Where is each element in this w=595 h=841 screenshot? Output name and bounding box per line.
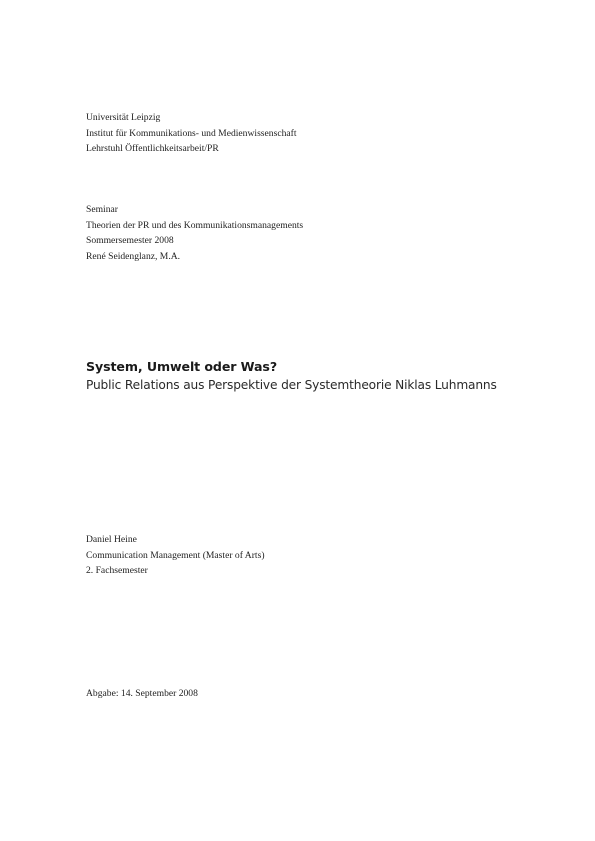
seminar-block — [86, 202, 303, 264]
institution-block — [86, 110, 297, 157]
document-title: System, Umwelt oder Was? — [86, 359, 278, 374]
submission-date: Abgabe: 14. September 2008 — [86, 688, 198, 699]
seminar-lecturer: René Seidenglanz, M.A. — [86, 250, 181, 262]
title-block — [86, 358, 497, 394]
author-block — [86, 532, 265, 579]
institute-name: Institut für Kommunikations- und Medienwissenschaft — [86, 127, 297, 139]
seminar-label: Seminar — [86, 204, 118, 215]
chair-name: Lehrstuhl Öffentlichkeitsarbeit/PR — [86, 143, 219, 155]
author-program: Communication Management (Master of Arts) — [86, 549, 265, 561]
submission-block — [86, 686, 198, 702]
university-name: Universität Leipzig — [86, 112, 161, 123]
document-subtitle: Public Relations aus Perspektive der Systemtheorie Niklas Luhmanns — [86, 378, 497, 392]
author-term: 2. Fachsemester — [86, 565, 148, 577]
author-name: Daniel Heine — [86, 534, 137, 545]
seminar-semester: Sommersemester 2008 — [86, 235, 174, 247]
seminar-course: Theorien der PR und des Kommunikationsmanagements — [86, 219, 304, 231]
